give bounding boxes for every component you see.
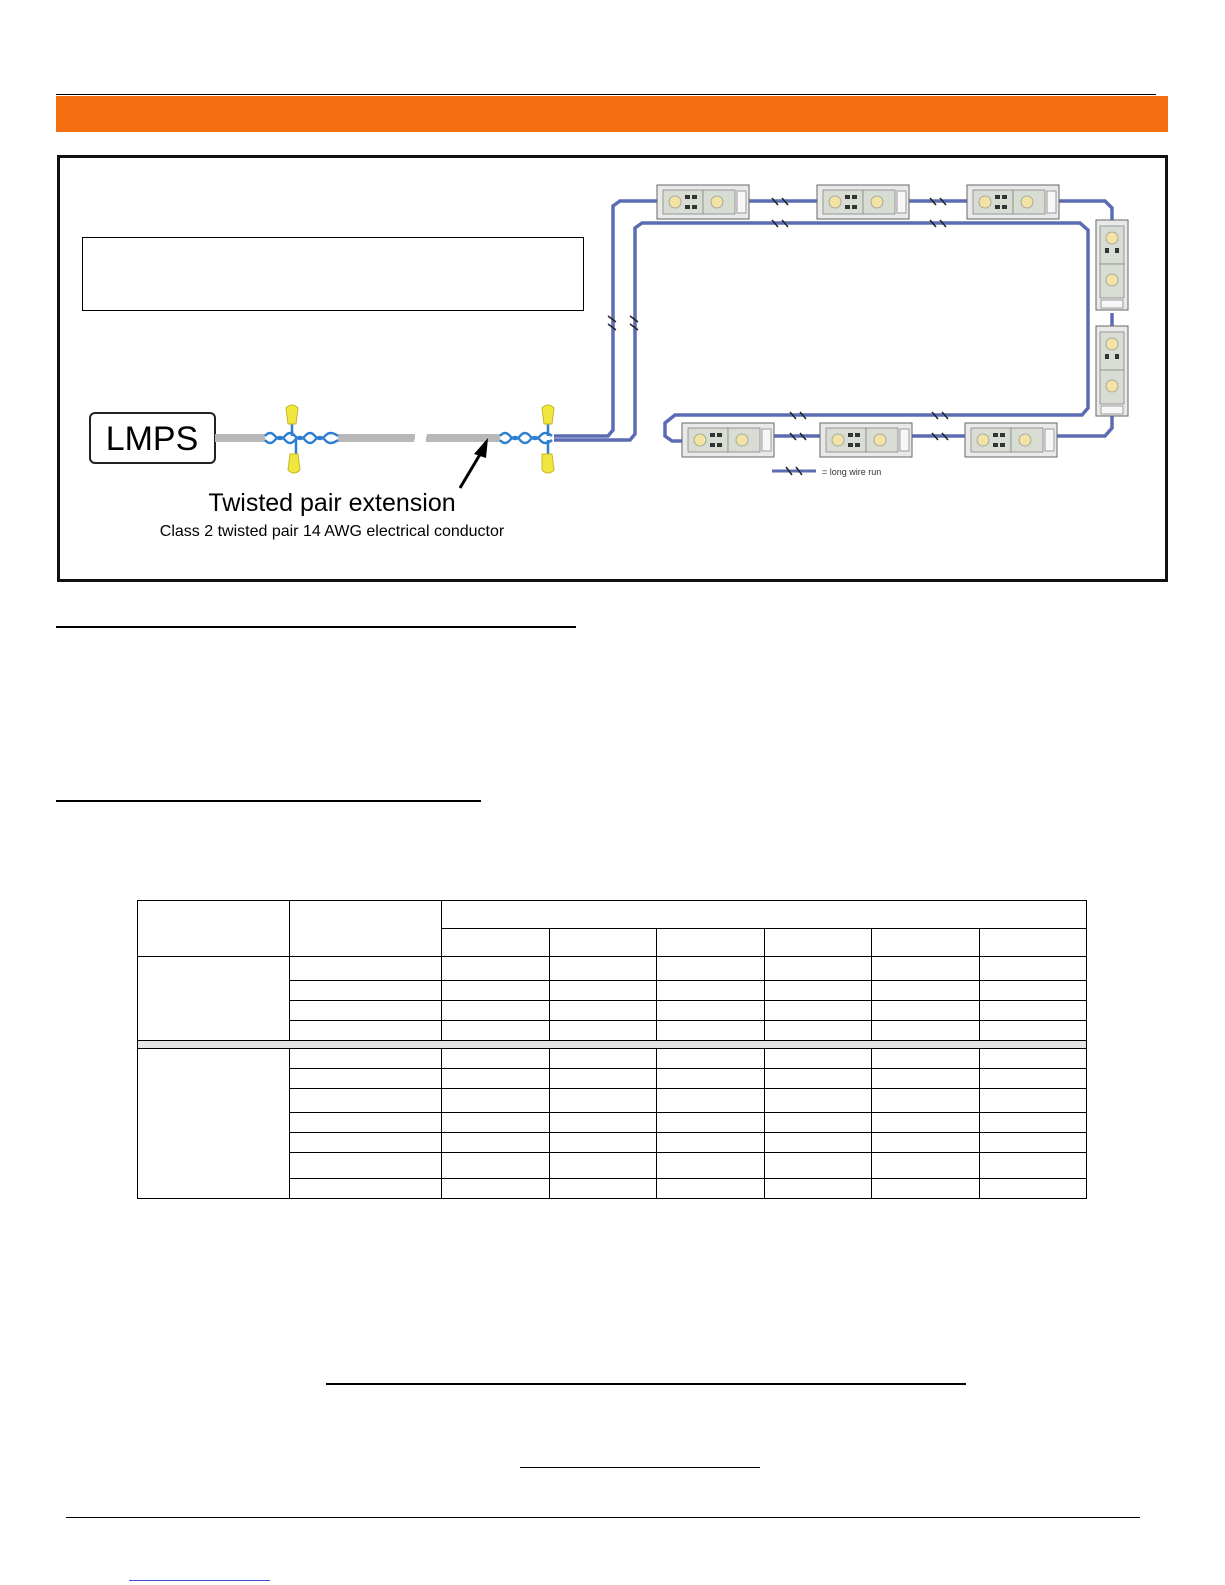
table-divider-row xyxy=(138,1041,1087,1049)
table-cell xyxy=(290,1089,442,1113)
table-header-cell xyxy=(290,901,442,957)
lmps-label: LMPS xyxy=(105,420,199,458)
table-cell xyxy=(979,1113,1087,1133)
table-cell xyxy=(442,1179,550,1199)
table-header-cell xyxy=(442,901,1087,929)
table-cell xyxy=(442,1133,550,1153)
table-cell xyxy=(290,1001,442,1021)
twisted-pair-right xyxy=(500,420,552,456)
table-cell xyxy=(442,1089,550,1113)
led-module-icon xyxy=(1096,220,1128,310)
table-cell xyxy=(549,1133,657,1153)
table-cell xyxy=(290,957,442,981)
table-cell xyxy=(872,1113,980,1133)
table-cell xyxy=(979,957,1087,981)
table-cell xyxy=(549,1113,657,1133)
centered-heading-rule xyxy=(326,1383,966,1385)
footer-rule xyxy=(66,1517,1140,1518)
footer-link[interactable] xyxy=(129,1580,270,1581)
table-cell xyxy=(872,1089,980,1113)
wiring-diagram xyxy=(60,158,1165,578)
table-cell xyxy=(657,1001,765,1021)
table-cell xyxy=(442,1049,550,1069)
table-cell xyxy=(657,1113,765,1133)
table-cell xyxy=(872,1133,980,1153)
table-cell xyxy=(979,1021,1087,1041)
table-cell xyxy=(872,1069,980,1089)
table-cell xyxy=(657,929,765,957)
table-cell xyxy=(764,1179,872,1199)
arrow-icon xyxy=(460,438,488,488)
table-cell xyxy=(290,1049,442,1069)
extension-cable xyxy=(215,432,500,444)
table-cell xyxy=(979,929,1087,957)
table-cell xyxy=(872,1001,980,1021)
table-cell xyxy=(764,1113,872,1133)
table-cell xyxy=(549,929,657,957)
table-cell xyxy=(138,957,290,1041)
table-cell xyxy=(657,1179,765,1199)
table-cell xyxy=(764,981,872,1001)
table-cell xyxy=(979,981,1087,1001)
table-cell xyxy=(442,1069,550,1089)
lmps-power-supply xyxy=(90,413,215,463)
header-rule xyxy=(56,94,1156,95)
table-cell xyxy=(290,1153,442,1179)
legend-label: = long wire run xyxy=(822,467,882,477)
table-cell xyxy=(979,1179,1087,1199)
table-cell xyxy=(764,1001,872,1021)
table-cell xyxy=(290,1179,442,1199)
table-cell xyxy=(442,957,550,981)
table-cell xyxy=(764,1021,872,1041)
table-cell xyxy=(764,929,872,957)
wire-break-icon xyxy=(608,198,948,440)
table-cell xyxy=(657,1021,765,1041)
table-cell xyxy=(138,1049,290,1199)
table-cell xyxy=(549,1179,657,1199)
table-cell xyxy=(979,1049,1087,1069)
table-cell xyxy=(442,1021,550,1041)
table-cell xyxy=(764,1069,872,1089)
table-cell xyxy=(549,1089,657,1113)
table-cell xyxy=(549,1153,657,1179)
extension-title: Twisted pair extension xyxy=(208,489,456,517)
table-cell xyxy=(764,1089,872,1113)
led-module-icon xyxy=(965,423,1057,457)
table-cell xyxy=(657,1133,765,1153)
table-cell xyxy=(442,1153,550,1179)
table-cell xyxy=(764,1153,872,1179)
section-heading-rule xyxy=(56,800,481,802)
extension-subtitle: Class 2 twisted pair 14 AWG electrical conductor xyxy=(159,523,505,540)
table-cell xyxy=(549,1049,657,1069)
table-cell xyxy=(657,1049,765,1069)
table-cell xyxy=(872,1021,980,1041)
table-cell xyxy=(290,1021,442,1041)
table-cell xyxy=(657,1153,765,1179)
table-cell xyxy=(549,957,657,981)
table-cell xyxy=(290,1133,442,1153)
twisted-pair-left xyxy=(265,420,338,456)
centered-short-rule xyxy=(520,1467,760,1468)
table-cell xyxy=(872,929,980,957)
table-cell xyxy=(657,957,765,981)
table-cell xyxy=(442,1001,550,1021)
table-cell xyxy=(979,1069,1087,1089)
table-cell xyxy=(764,1133,872,1153)
table-cell xyxy=(549,1001,657,1021)
table-cell xyxy=(872,957,980,981)
table-cell xyxy=(979,1001,1087,1021)
table-cell xyxy=(657,1089,765,1113)
led-module-icon xyxy=(682,423,774,457)
table-cell xyxy=(979,1089,1087,1113)
wire-nut-icon xyxy=(542,405,554,473)
section-heading-rule xyxy=(56,626,576,628)
table-cell xyxy=(290,1113,442,1133)
led-module-icon xyxy=(657,185,749,219)
table-cell xyxy=(442,1113,550,1133)
table-cell xyxy=(442,981,550,1001)
table-cell xyxy=(872,1049,980,1069)
led-module-icon xyxy=(967,185,1059,219)
table-cell xyxy=(979,1133,1087,1153)
section-header-bar xyxy=(56,96,1168,132)
table-cell xyxy=(657,981,765,1001)
table-cell xyxy=(290,1069,442,1089)
table-cell xyxy=(872,981,980,1001)
table-cell xyxy=(872,1179,980,1199)
table-cell xyxy=(290,981,442,1001)
specification-table xyxy=(137,900,1087,1199)
table-cell xyxy=(549,1021,657,1041)
table-cell xyxy=(764,1049,872,1069)
led-module-icon xyxy=(817,185,909,219)
table-cell xyxy=(549,981,657,1001)
led-module-icon xyxy=(820,423,912,457)
table-cell xyxy=(442,929,550,957)
table-header-cell xyxy=(138,901,290,957)
table-cell xyxy=(979,1153,1087,1179)
diagram-legend xyxy=(772,467,881,477)
table-cell xyxy=(657,1069,765,1089)
table-cell xyxy=(872,1153,980,1179)
table-cell xyxy=(549,1069,657,1089)
table-cell xyxy=(764,957,872,981)
led-module-icon xyxy=(1096,326,1128,416)
